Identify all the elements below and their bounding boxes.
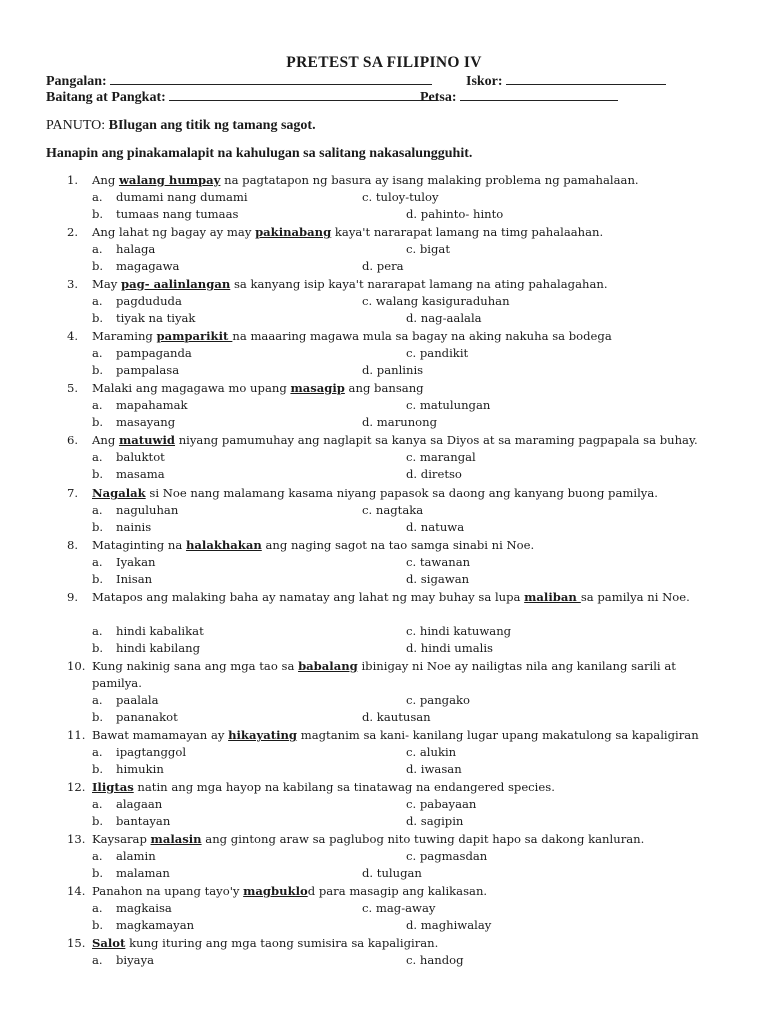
choice-b: tumaas nang tumaas [116, 207, 239, 221]
question-stem: Matapos ang malaking baha ay namatay ang lahat ng may buhay sa lupa maliban sa pamilya ni Noe. [92, 590, 690, 604]
choice-d: d. maghiwalay [406, 918, 492, 932]
choice-d: d. sagipin [406, 814, 464, 828]
keyword: hikayating [228, 728, 298, 742]
choice-c: c. pangako [406, 693, 471, 707]
question-number: 7. [67, 486, 79, 500]
question-stem-continued: pamilya. [92, 676, 142, 690]
question-stem: Ang lahat ng bagay ay may pakinabang kaya't nararapat lamang na timg pahalaahan. [92, 225, 604, 239]
question-number: 2. [67, 225, 79, 239]
keyword: Nagalak [92, 486, 146, 500]
question-stem: Mataginting na halakhakan ang naging sagot na tao samga sinabi ni Noe. [92, 538, 535, 552]
choice-b: tiyak na tiyak [116, 311, 196, 325]
choice-b: pananakot [116, 710, 178, 724]
choice-a: naguluhan [116, 503, 179, 517]
question-stem: Bawat mamamayan ay hikayating magtanim sa kani- kanilang lugar upang makatulong sa kapaligiran [92, 728, 699, 742]
keyword: maliban [524, 590, 581, 604]
choice-b: hindi kabilang [116, 641, 201, 655]
keyword: Salot [92, 936, 126, 950]
question-item: 11. Bawat mamamayan ay hikayating magtanim sa kani- kanilang lugar upang makatulong sa kapaligiran a. ipagtanggol c. alukin b. himukin d. iwasan [67, 728, 699, 776]
choice-c: c. pandikit [406, 346, 469, 360]
question-number: 3. [67, 277, 79, 291]
choice-b: nainis [116, 520, 152, 534]
question-item: 10. Kung nakinig sana ang mga tao sa babalang ibinigay ni Noe ay nailigtas nila ang kanilang sarili at pamilya. a. paalala c. pangako b. pananakot d. kautusan [0, 658, 768, 726]
choice-b: magagawa [116, 259, 180, 273]
keyword: masagip [290, 381, 345, 395]
keyword: walang humpay [118, 173, 221, 187]
question-number: 12. [67, 780, 86, 794]
choice-d: d. nag-aalala [406, 311, 482, 325]
choice-b: Inisan [116, 572, 153, 586]
choice-c: c. bigat [406, 242, 450, 256]
question-item: 8. Mataginting na halakhakan ang naging sagot na tao samga sinabi ni Noe. a. Iyakan c. tawanan b. Inisan d. sigawan [67, 538, 535, 586]
score-blank [506, 72, 666, 85]
question-item: 2. Ang lahat ng bagay ay may pakinabang kaya't nararapat lamang na timg pahalaahan. a. halaga c. bigat b. magagawa d. pera [67, 225, 604, 273]
choice-a: ipagtanggol [116, 745, 187, 759]
question-number: 11. [67, 728, 86, 742]
question-item: 4. Maraming pamparikit na maaaring magawa mula sa bagay na aking nakuha sa bodega a. pampaganda c. pandikit b. pampalasa d. panlinis [67, 329, 612, 377]
choice-c: c. pabayaan [406, 797, 477, 811]
keyword: magbuklo [243, 884, 308, 898]
choice-d: d. iwasan [406, 762, 462, 776]
grade-label: Baitang at Pangkat: [46, 90, 166, 105]
question-stem: Ang matuwid niyang pamumuhay ang naglapit sa kanya sa Diyos at sa maraming pagpapala sa buhay. [92, 433, 698, 447]
choice-d: d. marunong [362, 415, 438, 429]
question-number: 9. [67, 590, 79, 604]
choice-a: pampaganda [116, 346, 192, 360]
directions-label: PANUTO: [46, 118, 106, 133]
choice-a: pagdududa [116, 294, 182, 308]
choice-a: Iyakan [116, 555, 156, 569]
choice-c: c. tuloy-tuloy [362, 190, 439, 204]
question-stem: Kung nakinig sana ang mga tao sa babalang ibinigay ni Noe ay nailigtas nila ang kanilang sarili at [92, 659, 676, 673]
choice-d: d. natuwa [406, 520, 465, 534]
choice-b: masama [116, 467, 165, 481]
question-item: 6. Ang matuwid niyang pamumuhay ang naglapit sa kanya sa Diyos at sa maraming pagpapala sa buhay. a. baluktot c. marangal b. masama d. diretso [67, 433, 698, 481]
choice-c: c. alukin [406, 745, 457, 759]
question-stem: Malaki ang magagawa mo upang masagip ang bansang [92, 381, 424, 395]
question-number: 14. [67, 884, 86, 898]
score-label: Iskor: [466, 74, 503, 89]
choice-c: c. matulungan [406, 398, 491, 412]
keyword: pag- aalinlangan [121, 277, 231, 291]
choice-c: c. mag-away [362, 901, 436, 915]
choice-a: alamin [116, 849, 156, 863]
choice-a: baluktot [116, 450, 165, 464]
choice-a: hindi kabalikat [116, 624, 204, 638]
choice-a: magkaisa [116, 901, 172, 915]
choice-d: d. panlinis [362, 363, 424, 377]
choice-b: himukin [116, 762, 164, 776]
question-stem: Maraming pamparikit na maaaring magawa mula sa bagay na aking nakuha sa bodega [92, 329, 612, 343]
keyword: halakhakan [185, 538, 262, 552]
question-item: 15. Salot kung ituring ang mga taong sumisira sa kapaligiran. a. biyaya c. handog [67, 936, 464, 967]
choice-a: mapahamak [116, 398, 188, 412]
question-item: 14. Panahon na upang tayo'y magbuklod para masagip ang kalikasan. a. magkaisa c. mag-away b. magkamayan d. maghiwalay [67, 884, 492, 932]
choice-d: d. hindi umalis [406, 641, 493, 655]
choice-b: magkamayan [116, 918, 195, 932]
question-item: 9. Matapos ang malaking baha ay namatay ang lahat ng may buhay sa lupa maliban sa pamilya ni Noe. a. hindi kabalikat c. hindi katuwang b. hindi kabilang d. hindi umalis [67, 590, 690, 655]
question-stem: Kaysarap malasin ang gintong araw sa paglubog nito tuwing dapit hapo sa dakong kanluran. [92, 832, 645, 846]
subheading-text: Hanapin ang pinakamalapit na kahulugan sa salitang nakasalungguhit. [46, 146, 473, 161]
question-number: 10. [67, 659, 86, 673]
question-number: 15. [67, 936, 86, 950]
choice-a: paalala [116, 693, 159, 707]
choice-b: pampalasa [116, 363, 180, 377]
choice-d: d. pera [362, 259, 404, 273]
name-blank [110, 72, 432, 85]
subheading [46, 146, 472, 162]
name-label: Pangalan: [46, 74, 107, 89]
choice-c: c. handog [406, 953, 464, 967]
question-number: 1. [67, 173, 79, 187]
question-stem: Ang walang humpay na pagtatapon ng basura ay isang malaking problema ng pamahalaan. [92, 173, 639, 187]
choice-c: c. tawanan [406, 555, 471, 569]
choice-b: masayang [116, 415, 176, 429]
question-number: 4. [67, 329, 79, 343]
question-number: 6. [67, 433, 79, 447]
choice-d: d. diretso [406, 467, 462, 481]
choice-a: alagaan [116, 797, 163, 811]
question-number: 13. [67, 832, 86, 846]
choice-b: malaman [116, 866, 170, 880]
keyword: malasin [150, 832, 202, 846]
question-stem: Salot kung ituring ang mga taong sumisira sa kapaligiran. [92, 936, 439, 950]
choice-c: c. pagmasdan [406, 849, 488, 863]
choice-c: c. hindi katuwang [406, 624, 512, 638]
choice-a: biyaya [116, 953, 155, 967]
keyword: pamparikit [156, 329, 233, 343]
question-item: 7. Nagalak si Noe nang malamang kasama niyang papasok sa daong ang kanyang buong pamilya. a. naguluhan c. nagtaka b. nainis d. natuwa [67, 486, 658, 534]
keyword: pakinabang [255, 225, 332, 239]
choice-d: d. sigawan [406, 572, 470, 586]
choice-a: halaga [116, 242, 156, 256]
page-title: PRETEST SA FILIPINO IV [286, 54, 482, 71]
date-field [420, 88, 618, 106]
question-item: 13. Kaysarap malasin ang gintong araw sa paglubog nito tuwing dapit hapo sa dakong kanluran. a. alamin c. pagmasdan b. malaman d. tulugan [67, 832, 645, 880]
choice-c: c. nagtaka [362, 503, 424, 517]
choice-d: d. pahinto- hinto [406, 207, 504, 221]
directions-text: BIlugan ang titik ng tamang sagot. [108, 118, 316, 133]
question-item: 3. May pag- aalinlangan sa kanyang isip kaya't nararapat lamang na ating pahalagahan. a. pagdududa c. walang kasiguraduhan b. tiyak na tiyak d. nag-aalala [67, 277, 608, 325]
question-stem: May pag- aalinlangan sa kanyang isip kaya't nararapat lamang na ating pahalagahan. [92, 277, 608, 291]
question-stem: Nagalak si Noe nang malamang kasama niyang papasok sa daong ang kanyang buong pamilya. [92, 486, 658, 500]
keyword: babalang [298, 659, 358, 673]
question-item: 12. Iligtas natin ang mga hayop na kabilang sa tinatawag na endangered species. a. alagaan c. pabayaan b. bantayan d. sagipin [67, 780, 555, 828]
directions [46, 118, 316, 134]
choice-c: c. walang kasiguraduhan [362, 294, 510, 308]
keyword: Iligtas [92, 780, 134, 794]
date-blank [460, 88, 618, 101]
question-item: 5. Malaki ang magagawa mo upang masagip ang bansang a. mapahamak c. matulungan b. masayang d. marunong [67, 381, 491, 429]
choice-d: d. tulugan [362, 866, 422, 880]
choice-b: bantayan [116, 814, 171, 828]
choice-d: d. kautusan [362, 710, 431, 724]
keyword: matuwid [118, 433, 176, 447]
date-label: Petsa: [420, 90, 457, 105]
choice-c: c. marangal [406, 450, 476, 464]
question-item: 1. Ang walang humpay na pagtatapon ng basura ay isang malaking problema ng pamahalaan. a. dumami nang dumami c. tuloy-tuloy b. tumaas nang tumaas d. pahinto- hinto [67, 173, 639, 221]
question-stem: Iligtas natin ang mga hayop na kabilang sa tinatawag na endangered species. [92, 780, 555, 794]
choice-a: dumami nang dumami [116, 190, 248, 204]
grade-field [46, 88, 437, 106]
question-number: 5. [67, 381, 79, 395]
question-number: 8. [67, 538, 79, 552]
question-stem: Panahon na upang tayo'y magbuklod para masagip ang kalikasan. [92, 884, 488, 898]
grade-blank [169, 88, 437, 101]
